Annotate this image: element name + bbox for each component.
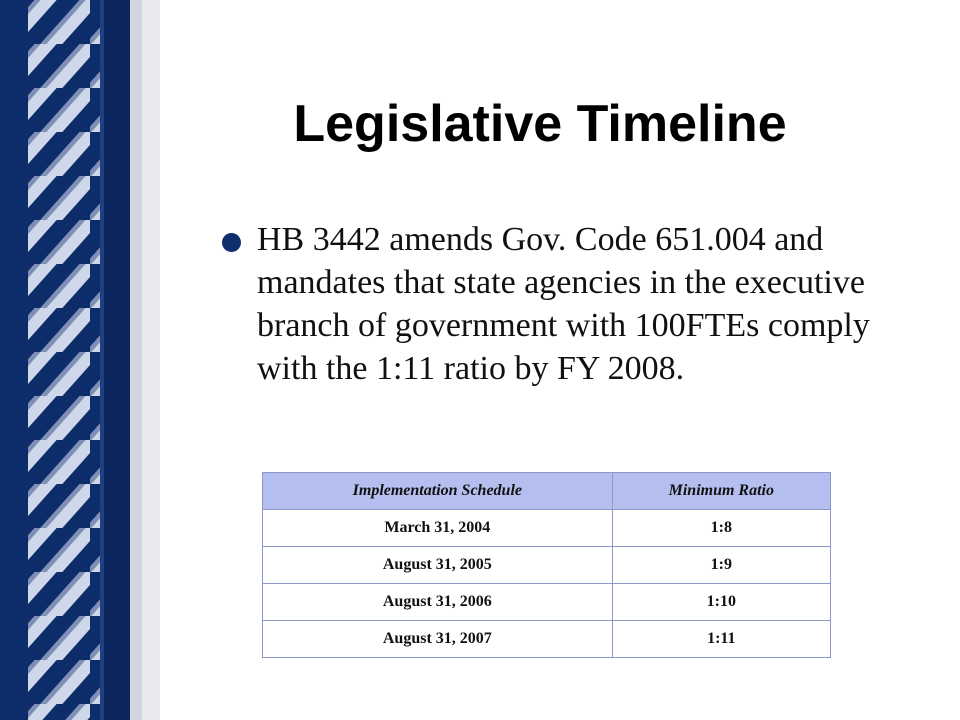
table-row <box>263 547 831 584</box>
ratio-cell: 1:8 <box>612 510 830 547</box>
schedule-date-cell: August 31, 2007 <box>263 621 613 658</box>
schedule-date-cell: March 31, 2004 <box>263 510 613 547</box>
bullet-dot-icon <box>222 233 241 252</box>
decorative-rope-band <box>0 0 160 720</box>
slide-title: Legislative Timeline <box>293 95 787 153</box>
bullet-text: HB 3442 amends Gov. Code 651.004 and mandates that state agencies in the executive branch of government with 100FTEs comply with the 1:11 ratio by FY 2008. <box>257 221 870 387</box>
table-row <box>263 510 831 547</box>
bullet-item <box>222 218 882 390</box>
schedule-date-cell: August 31, 2006 <box>263 584 613 621</box>
table-row <box>263 584 831 621</box>
ratio-cell: 1:9 <box>612 547 830 584</box>
implementation-schedule-table <box>262 472 831 658</box>
schedule-date-cell: August 31, 2005 <box>263 547 613 584</box>
ratio-cell: 1:11 <box>612 621 830 658</box>
header-implementation-schedule: Implementation Schedule <box>263 473 613 510</box>
table-row <box>263 621 831 658</box>
header-minimum-ratio: Minimum Ratio <box>612 473 830 510</box>
table-header-row <box>263 473 831 510</box>
ratio-cell: 1:10 <box>612 584 830 621</box>
